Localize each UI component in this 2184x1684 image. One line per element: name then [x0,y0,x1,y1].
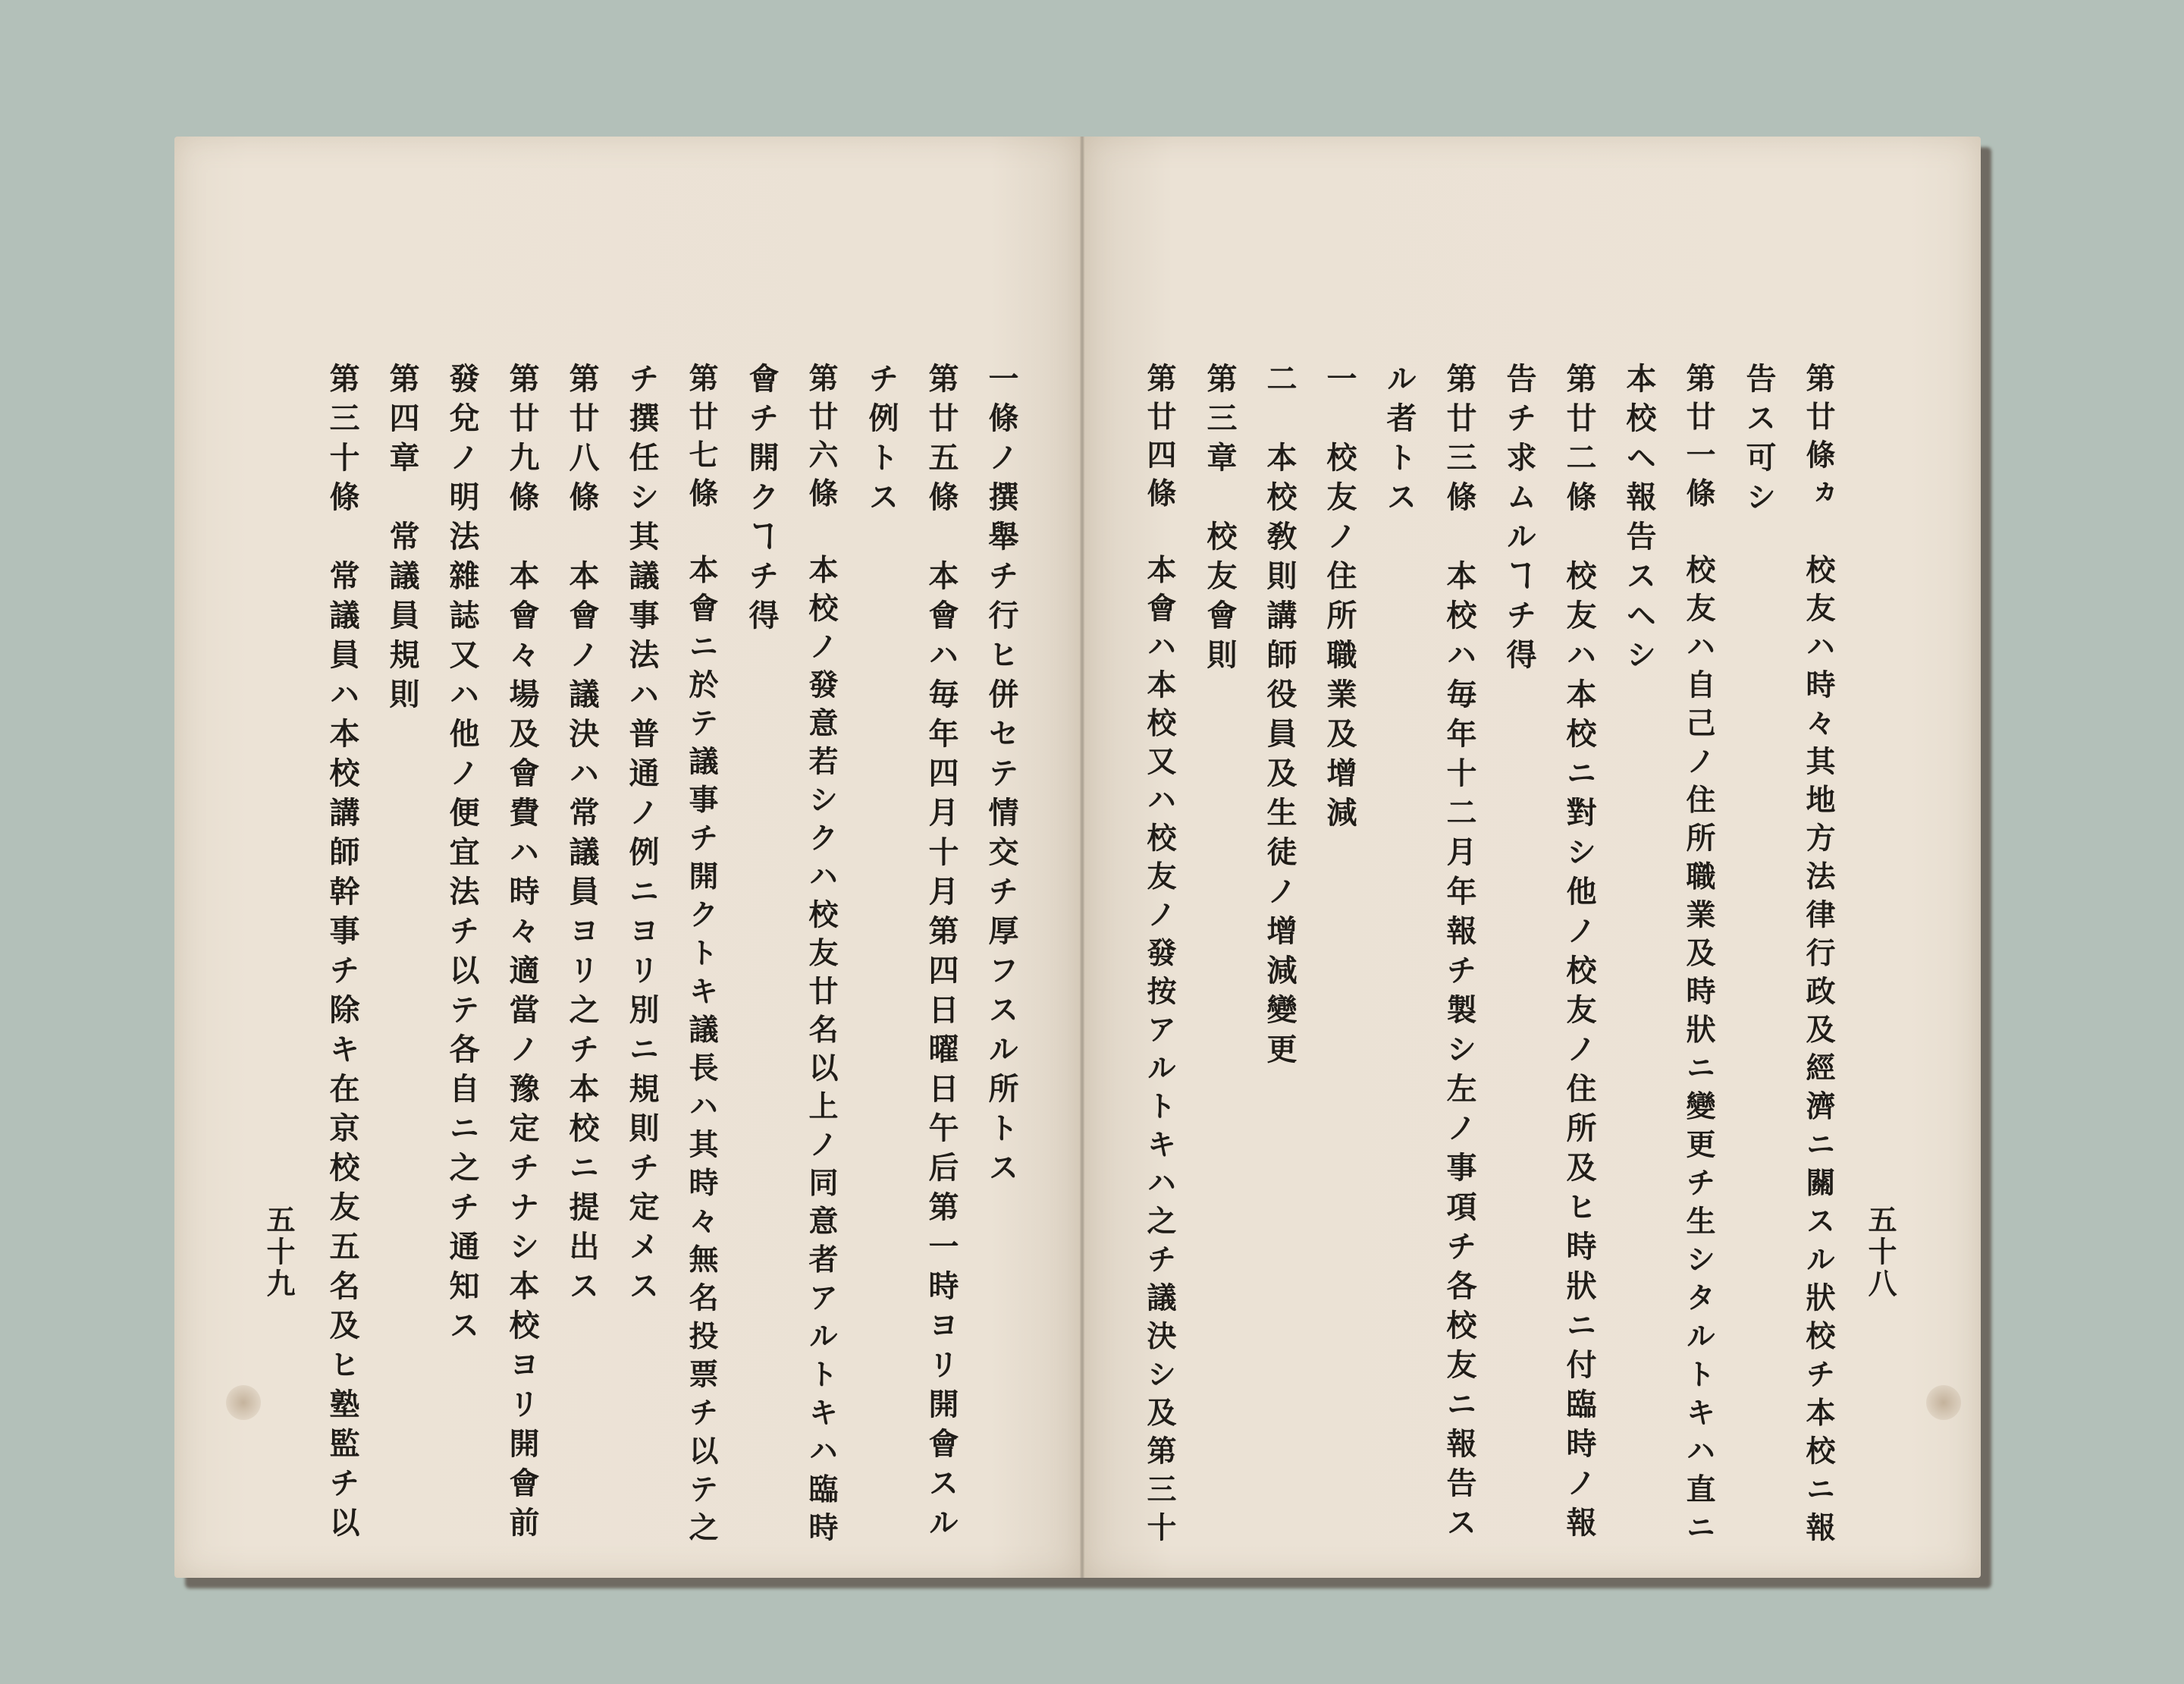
text-column: 本校ヘ報告スヘシ [1621,363,1657,678]
text-column: 第四章 常議員規則 [384,363,420,718]
text-column: ル者トス [1382,363,1417,520]
text-column: 告チ求ムルヿチ得 [1502,363,1537,678]
text-column: 第廿四條 本會ハ本校又ハ校友ノ發按アルトキハ之チ議決シ及第三十 [1142,363,1177,1550]
text-column: 一 校友ノ住所職業及增減 [1322,363,1357,836]
page-stain [1926,1385,1961,1420]
text-column: 告ス可シ [1741,363,1777,520]
text-column: チ撰任シ其議事法ハ普通ノ例ニヨリ別ニ規則チ定メス [624,363,660,1309]
right-page [1083,137,1981,1578]
text-column: 第廿五條 本會ハ毎年四月十月第四日曜日午后第一時ヨリ開會スル [924,363,959,1546]
text-column: 第廿九條 本會々場及會費ハ時々適當ノ豫定チナシ本校ヨリ開會前 [504,363,540,1546]
text-column: 第廿七條 本會ニ於テ議事チ開クトキ議長ハ其時々無名投票チ以テ之 [684,363,719,1550]
text-column: 第廿三條 本校ハ毎年十二月年報チ製シ左ノ事項チ各校友ニ報告ス [1442,363,1477,1546]
text-column: 第廿二條 校友ハ本校ニ對シ他ノ校友ノ住所及ヒ時狀ニ付臨時ノ報 [1561,363,1597,1546]
page-number-right: 五十八 [1863,1205,1897,1300]
text-column: 第廿八條 本會ノ議決ハ常議員ヨリ之チ本校ニ提出ス [564,363,600,1309]
text-column: 一條ノ撰舉チ行ヒ併セテ情交チ厚フスル所トス [984,363,1019,1191]
page-stain [226,1385,261,1420]
page-number-left: 五十九 [262,1205,296,1300]
book-gutter [1080,137,1084,1578]
text-column: 第廿六條 本校ノ發意若シクハ校友廿名以上ノ同意者アルトキハ臨時 [804,363,839,1550]
text-column: 發兌ノ明法雜誌又ハ他ノ便宜法チ以テ各自ニ之チ通知ス [444,363,480,1349]
text-column: チ例トス [864,363,899,520]
text-column: 第廿條ヵ 校友ハ時々其地方法律行政及經濟ニ關スル狀校チ本校ニ報 [1801,363,1836,1550]
text-column: 會チ開クヿチ得 [744,363,780,639]
text-column: 二 本校敎則講師役員及生徒ノ增減變更 [1262,363,1298,1073]
text-column: 第三十條 常議員ハ本校講師幹事チ除キ在京校友五名及ヒ塾監チ以 [325,363,360,1546]
text-column: 第廿一條 校友ハ自己ノ住所職業及時狀ニ變更チ生シタルトキハ直ニ [1681,363,1716,1550]
text-column: 第三章 校友會則 [1202,363,1238,678]
